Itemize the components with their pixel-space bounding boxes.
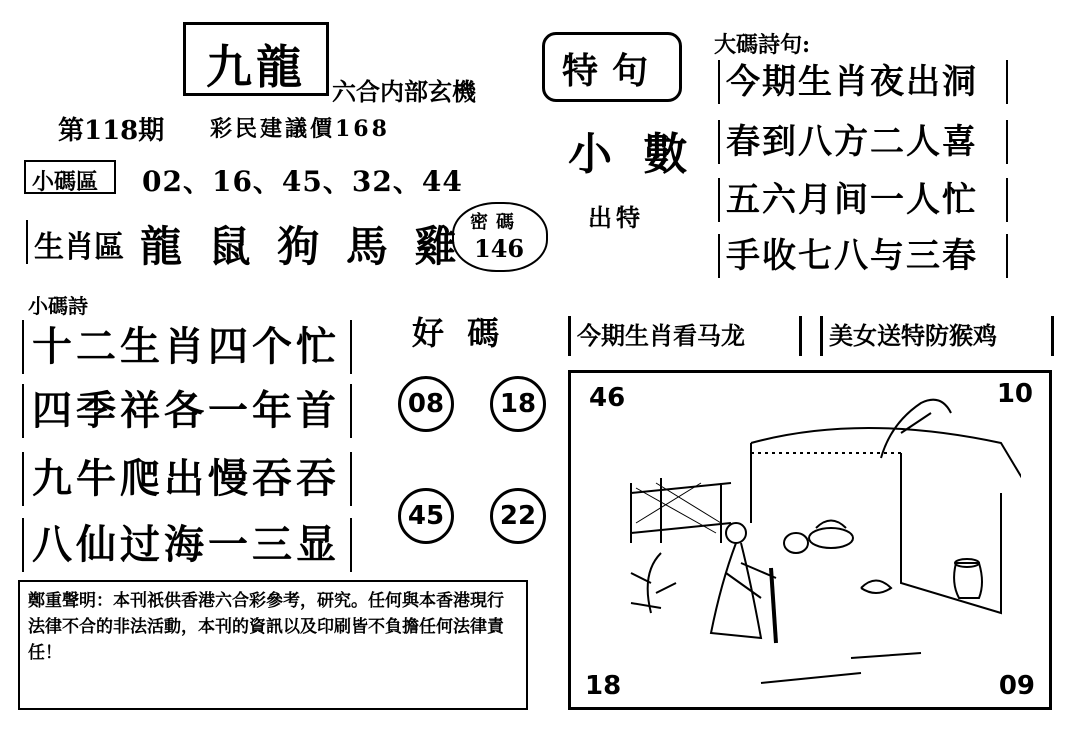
big-poem-line: 今期生肖夜出洞: [718, 60, 1008, 104]
small-code-label: 小碼區: [32, 169, 99, 195]
corner-number: 09: [998, 671, 1035, 701]
tip-right: 美女送特防猴鸡: [820, 316, 1054, 356]
small-poem-line: 八仙过海一三显: [22, 518, 352, 572]
zodiac-animals: 龍 鼠 狗 馬 雞: [140, 222, 463, 271]
secret-code-label: 密碼: [470, 212, 522, 233]
title-box: [183, 22, 329, 96]
good-code-circle: 22: [490, 488, 546, 544]
special-phrase: 小 數: [568, 129, 696, 180]
farmyard-illustration: [601, 383, 1021, 693]
page-title: 九龍: [206, 40, 306, 94]
issue-number: 第118期: [58, 116, 165, 146]
secret-code-value: 146: [474, 234, 525, 263]
good-code-circle: 45: [398, 488, 454, 544]
zodiac-divider: [26, 220, 28, 264]
price-note: 彩民建議價168: [210, 116, 390, 142]
disclaimer: 鄭重聲明：本刊祇供香港六合彩參考，研究。任何與本香港現行法律不合的非法活動，本刊的資訊以及印刷皆不負擔任何法律責任！: [18, 580, 528, 710]
small-code-numbers: 02、16、45、32、44: [142, 165, 463, 198]
tip-left: 今期生肖看马龙: [568, 316, 802, 356]
corner-number: 18: [585, 671, 622, 701]
corner-number: 46: [589, 383, 626, 413]
zodiac-label: 生肖區: [34, 230, 124, 265]
special-banner: [542, 32, 682, 102]
special-sub: 出特: [588, 203, 644, 232]
corner-number: 10: [996, 379, 1033, 409]
subtitle: 六合内部玄機: [332, 77, 476, 106]
big-poem-line: 手收七八与三春: [718, 234, 1008, 278]
good-code-circle: 08: [398, 376, 454, 432]
special-banner-text: 特句: [561, 50, 662, 92]
big-poem-line: 五六月间一人忙: [718, 178, 1008, 222]
small-poem-label: 小碼詩: [28, 294, 88, 318]
secret-code-badge: [452, 202, 548, 272]
big-poem-label: 大碼詩句:: [714, 32, 811, 58]
small-poem-line: 四季祥各一年首: [22, 384, 352, 438]
good-code-circle: 18: [490, 376, 546, 432]
small-code-label-box: [24, 160, 116, 194]
big-poem-line: 春到八方二人喜: [718, 120, 1008, 164]
small-poem-line: 九牛爬出慢吞吞: [22, 452, 352, 506]
small-poem-line: 十二生肖四个忙: [22, 320, 352, 374]
good-codes-label: 好 碼: [412, 314, 506, 352]
illustration-frame: [568, 370, 1052, 710]
